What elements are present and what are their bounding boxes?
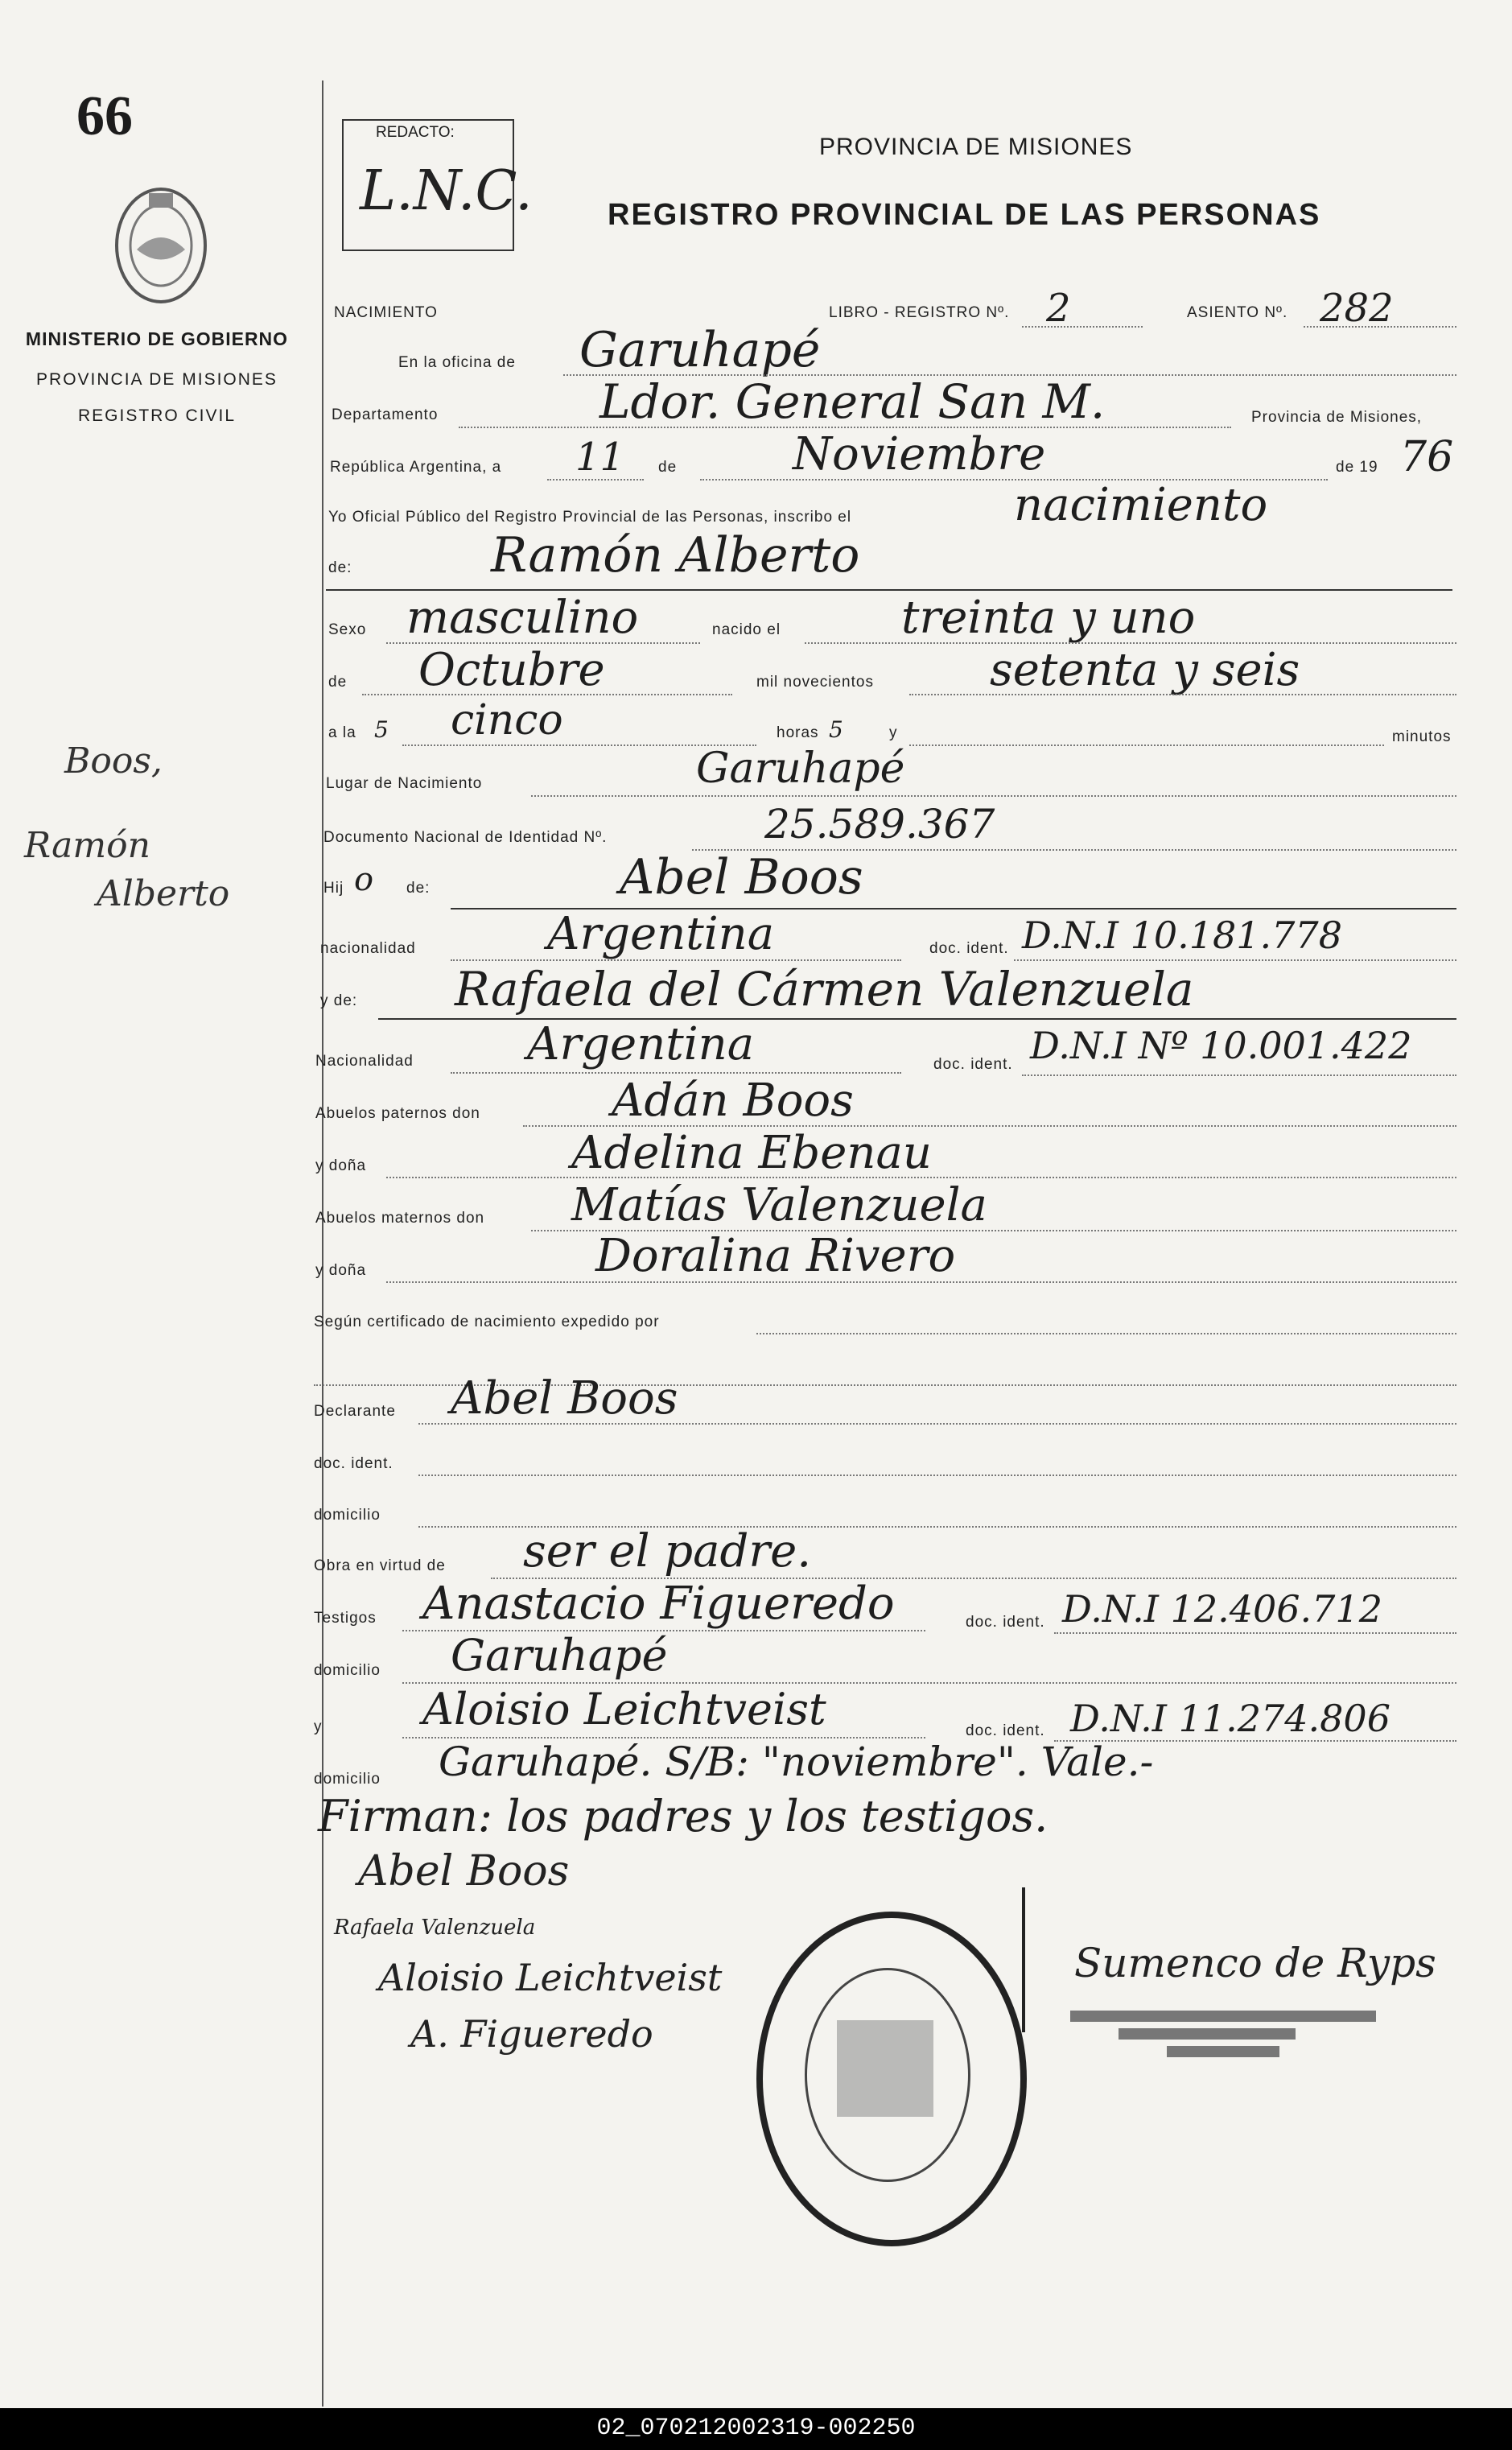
date-de-label: de: [658, 459, 678, 476]
witness1-doc: D.N.I 12.406.712: [1062, 1587, 1382, 1631]
witness1-address: Garuhapé: [451, 1630, 668, 1681]
nacido-value: treinta y uno: [901, 592, 1196, 644]
signature-witness2: Aloisio Leichtveist: [378, 1956, 723, 1999]
maternal-grandparents-label: Abuelos maternos don: [315, 1210, 485, 1227]
witness2-y-label: y: [314, 1718, 323, 1735]
paternal-grandmother: Adelina Ebenau: [571, 1127, 932, 1179]
maternal-grandmother-label: y doña: [315, 1262, 367, 1279]
year-label: de 19: [1336, 459, 1378, 476]
hijo-suffix: o: [354, 861, 374, 898]
mil-label: mil novecientos: [756, 674, 874, 691]
record-type-label: NACIMIENTO: [334, 304, 438, 321]
witness2-doc: D.N.I 11.274.806: [1070, 1697, 1390, 1740]
redacto-label: REDACTO:: [376, 124, 455, 141]
birth-month-line: [362, 694, 732, 695]
birth-year-line: [909, 694, 1456, 695]
mother-doc-label: doc. ident.: [933, 1056, 1013, 1073]
mother-nationality: Argentina: [527, 1018, 755, 1070]
signature-official: Sumenco de Ryps: [1074, 1940, 1436, 1986]
day-value: 11: [575, 435, 625, 480]
y-label: y: [889, 724, 898, 741]
oficina-value: Garuhapé: [579, 322, 821, 378]
declarant-label: Declarante: [314, 1403, 396, 1420]
certificate-label: Según certificado de nacimiento expedido por: [314, 1314, 660, 1330]
province-label: PROVINCIA DE MISIONES: [36, 370, 278, 389]
oficina-label: En la oficina de: [398, 354, 516, 371]
witness1-name: Anastacio Figueredo: [422, 1578, 895, 1630]
margin-note-name1: Ramón: [24, 825, 150, 866]
obra-value: ser el padre.: [523, 1525, 812, 1578]
oficial-label: Yo Oficial Público del Registro Provincial de las Personas, inscribo el: [328, 509, 852, 526]
page-number: 66: [76, 85, 133, 147]
lugar-label: Lugar de Nacimiento: [326, 775, 483, 792]
asiento-label: ASIENTO Nº.: [1187, 304, 1288, 321]
ministry-label: MINISTERIO DE GOBIERNO: [25, 328, 289, 349]
witnesses-label: Testigos: [314, 1610, 377, 1627]
birth-month: Octubre: [418, 644, 605, 696]
mother-label: y de:: [320, 992, 358, 1009]
departamento-label: Departamento: [332, 406, 439, 423]
horas-label: horas: [777, 724, 819, 741]
declarant-line: [418, 1423, 1456, 1425]
father-doc-label: doc. ident.: [929, 940, 1009, 957]
ala-label: a la: [328, 724, 356, 741]
pat-grandmother-line: [386, 1177, 1456, 1178]
seal-emblem: [837, 2020, 933, 2117]
dni-value: 25.589.367: [764, 801, 995, 848]
name-rule: [326, 589, 1452, 591]
father-nationality: Argentina: [547, 908, 775, 960]
witness2-doc-label: doc. ident.: [966, 1722, 1045, 1739]
obra-label: Obra en virtud de: [314, 1557, 446, 1574]
paternal-grandfather: Adán Boos: [612, 1074, 854, 1127]
signature-witness1: A. Figueredo: [410, 2012, 653, 2056]
margin-note-surname: Boos,: [64, 740, 163, 782]
day-line: [547, 479, 644, 481]
minutes-line: [909, 744, 1384, 746]
hour-value: cinco: [451, 696, 563, 744]
page-title: REGISTRO PROVINCIAL DE LAS PERSONAS: [608, 198, 1321, 232]
mother-nationality-label: Nacionalidad: [315, 1053, 414, 1070]
mother-doc-line: [1022, 1074, 1456, 1076]
nacido-label: nacido el: [712, 621, 781, 638]
declarant-doc-label: doc. ident.: [314, 1455, 393, 1472]
asiento-line: [1304, 326, 1456, 328]
witness2-address-label: domicilio: [314, 1771, 381, 1788]
lugar-value: Garuhapé: [696, 744, 905, 793]
declarant-doc-line: [418, 1475, 1456, 1476]
witness1-doc-line: [1054, 1632, 1456, 1634]
paternal-grandparents-label: Abuelos paternos don: [315, 1105, 480, 1122]
libro-label: LIBRO - REGISTRO Nº.: [829, 304, 1010, 321]
birth-de-label: de: [328, 674, 348, 691]
name-value: Ramón Alberto: [491, 527, 860, 584]
mother-name: Rafaela del Cármen Valenzuela: [455, 962, 1194, 1017]
certificate-line-1: [756, 1333, 1456, 1334]
maternal-grandmother: Doralina Rivero: [595, 1230, 956, 1282]
official-stamp: [1070, 2004, 1392, 2068]
minutos-label: minutos: [1392, 728, 1452, 745]
witness2-address: Garuhapé. S/B: "noviembre". Vale.-: [439, 1739, 1154, 1785]
witness1-doc-label: doc. ident.: [966, 1614, 1045, 1631]
footer-code: 02_070212002319-002250: [596, 2415, 916, 2442]
month-value: Noviembre: [793, 428, 1046, 481]
signature-father: Abel Boos: [358, 1847, 570, 1895]
declarant-name: Abel Boos: [451, 1372, 678, 1425]
year-value: 76: [1400, 433, 1454, 481]
lugar-line: [531, 795, 1456, 797]
libro-line: [1022, 326, 1143, 328]
ala-num: 5: [374, 716, 389, 743]
redacto-box: [342, 119, 533, 251]
signature-stroke: [1022, 1887, 1025, 2032]
witness2-name: Aloisio Leichtveist: [422, 1684, 826, 1734]
provincia-label: Provincia de Misiones,: [1251, 409, 1423, 426]
margin-rule: [322, 80, 323, 2407]
maternal-grandfather: Matías Valenzuela: [571, 1179, 987, 1231]
libro-value: 2: [1046, 286, 1071, 331]
father-doc: D.N.I 10.181.778: [1022, 914, 1342, 957]
birth-year-words: setenta y seis: [990, 644, 1300, 696]
header-province: PROVINCIA DE MISIONES: [819, 134, 1133, 160]
horas-num: 5: [829, 716, 843, 743]
paternal-grandmother-label: y doña: [315, 1157, 367, 1174]
margin-note-name2: Alberto: [97, 873, 230, 914]
registry-label: REGISTRO CIVIL: [77, 406, 237, 425]
firman-text: Firman: los padres y los testigos.: [318, 1791, 1049, 1842]
asiento-value: 282: [1320, 286, 1394, 331]
father-nationality-label: nacionalidad: [320, 940, 416, 957]
coat-of-arms-icon: [109, 181, 213, 310]
father-nat-line: [451, 959, 901, 961]
dni-label: Documento Nacional de Identidad Nº.: [323, 829, 608, 846]
name-label: de:: [328, 559, 352, 576]
republica-label: República Argentina, a: [330, 459, 502, 476]
hijo-de-label: de:: [406, 880, 431, 897]
departamento-value: Ldor. General San M.: [599, 374, 1106, 429]
sexo-label: Sexo: [328, 621, 367, 638]
redacto-value: L.N.C.: [360, 159, 533, 223]
hijo-label: Hij: [323, 880, 344, 897]
signature-mother: Rafaela Valenzuela: [334, 1916, 536, 1940]
mother-doc: D.N.I Nº 10.001.422: [1030, 1024, 1412, 1067]
father-doc-line: [1014, 959, 1456, 961]
father-name: Abel Boos: [620, 849, 863, 905]
sexo-value: masculino: [406, 592, 639, 644]
witness1-address-label: domicilio: [314, 1662, 381, 1679]
mat-grandmother-line: [386, 1281, 1456, 1283]
declarant-address-label: domicilio: [314, 1507, 381, 1524]
oficial-value: nacimiento: [1014, 479, 1268, 531]
mother-nat-line: [451, 1072, 901, 1074]
